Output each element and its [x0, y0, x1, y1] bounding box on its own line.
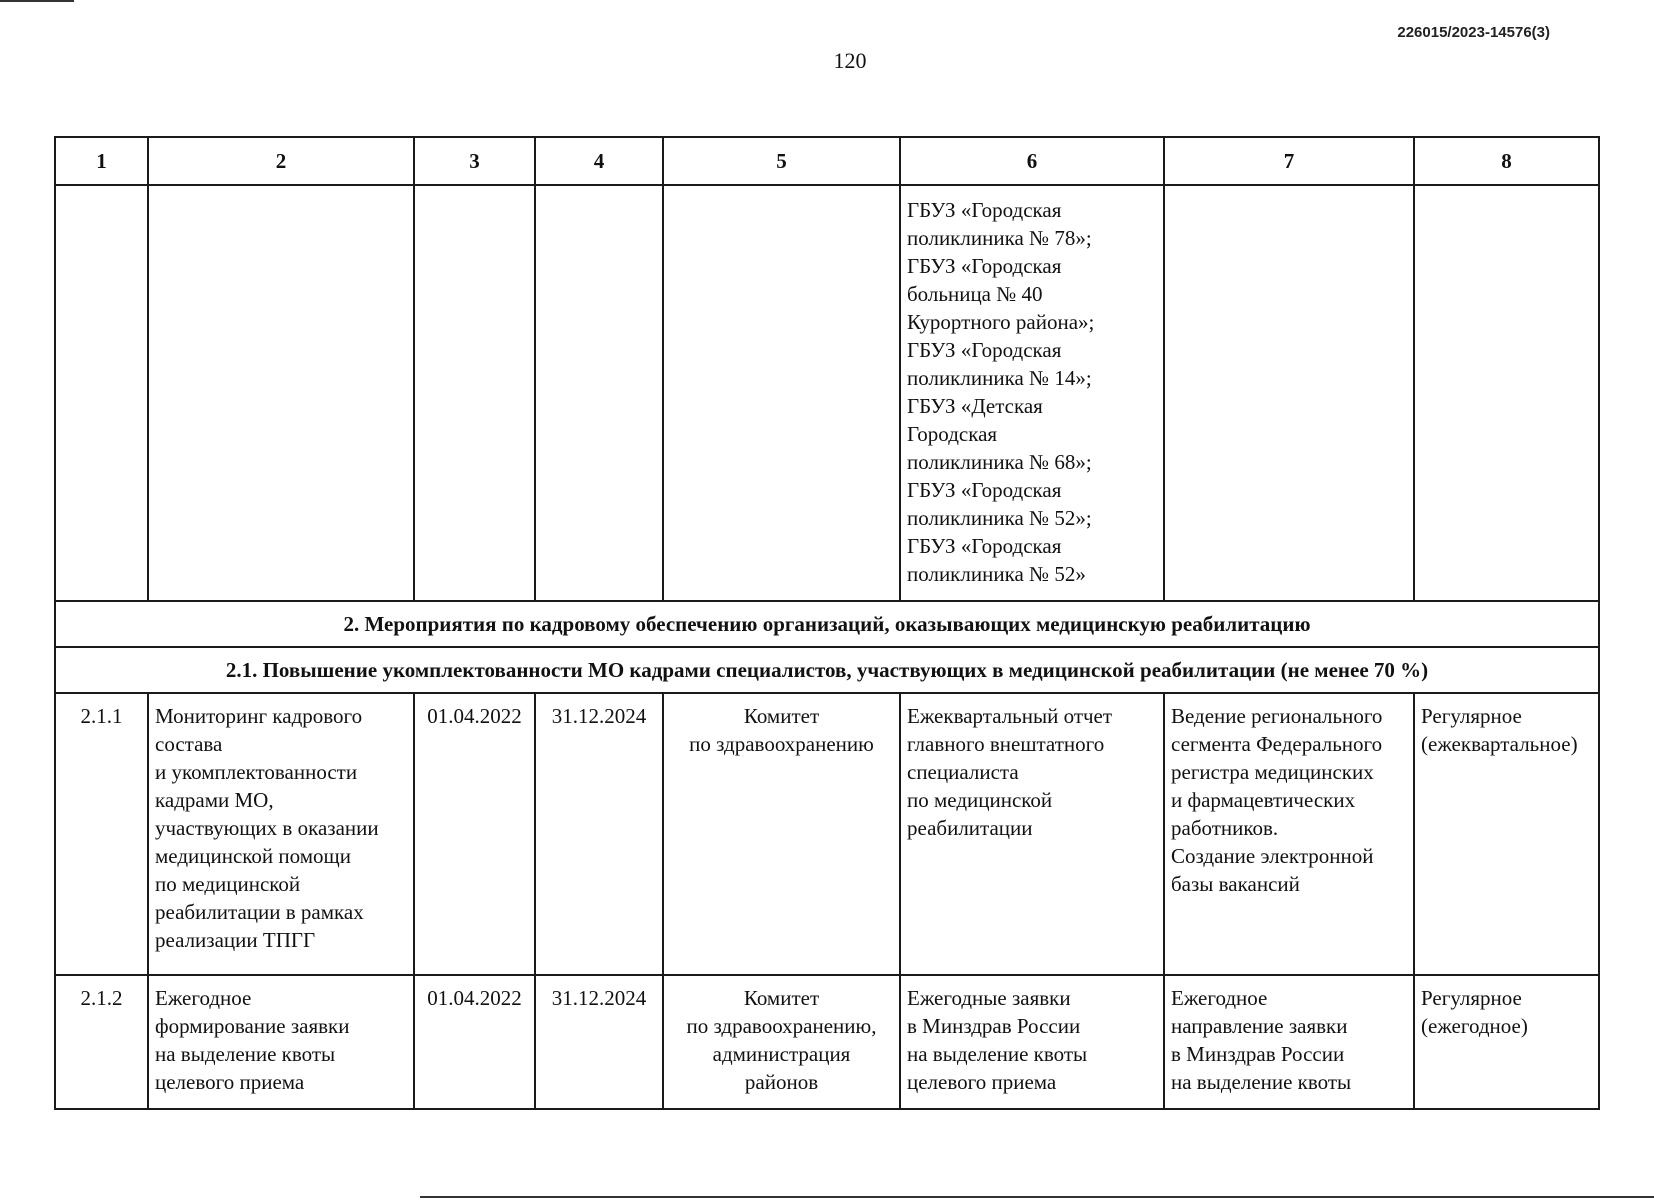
- end-date: 31.12.2024: [535, 693, 663, 975]
- scan-edge-line-bottom: [420, 1196, 1654, 1198]
- result: Ежегодные заявки в Минздрав России на выделение квоты целевого приема: [900, 975, 1164, 1109]
- end-date: 31.12.2024: [535, 975, 663, 1109]
- scan-edge-line-top: [0, 0, 74, 2]
- plan-table: [54, 136, 1600, 1110]
- table-row: [55, 693, 1599, 975]
- document-id: 226015/2023-14576(3): [1397, 24, 1550, 41]
- outcome: Ежегодное направление заявки в Минздрав России на выделение квоты: [1164, 975, 1414, 1109]
- start-date: 01.04.2022: [414, 693, 535, 975]
- column-header: 1: [55, 137, 148, 185]
- frequency: Регулярное (ежегодное): [1414, 975, 1599, 1109]
- continuation-row: [55, 185, 1599, 601]
- column-header: 4: [535, 137, 663, 185]
- item-name: Мониторинг кадрового состава и укомплектованности кадрами МО, участвующих в оказании медицинской помощи по медицинской реабилитации в рамках реализации ТПГГ: [148, 693, 414, 975]
- section-heading-row: [55, 601, 1599, 647]
- column-header: 6: [900, 137, 1164, 185]
- section-title: 2. Мероприятия по кадровому обеспечению организаций, оказывающих медицинскую реабилитацию: [55, 601, 1599, 647]
- item-name: Ежегодное формирование заявки на выделение квоты целевого приема: [148, 975, 414, 1109]
- table-cell: [55, 185, 148, 601]
- table-cell: [1164, 185, 1414, 601]
- column-header: 2: [148, 137, 414, 185]
- page-number: 120: [833, 48, 867, 73]
- column-header: 3: [414, 137, 535, 185]
- table-cell: [1414, 185, 1599, 601]
- column-number-row: [55, 137, 1599, 185]
- table-cell: [148, 185, 414, 601]
- column-header: 8: [1414, 137, 1599, 185]
- result: Ежеквартальный отчет главного внештатного специалиста по медицинской реабилитации: [900, 693, 1164, 975]
- frequency: Регулярное (ежеквартальное): [1414, 693, 1599, 975]
- table-cell: [535, 185, 663, 601]
- responsible: Комитет по здравоохранению, администрация районов: [663, 975, 900, 1109]
- table-cell: [663, 185, 900, 601]
- column-header: 5: [663, 137, 900, 185]
- responsible: Комитет по здравоохранению: [663, 693, 900, 975]
- table-cell: [414, 185, 535, 601]
- organizations-list: ГБУЗ «Городская поликлиника № 78»; ГБУЗ «Городская больница № 40 Курортного района»; ГБУЗ «Городская поликлиника № 14»; ГБУЗ «Детская Городская поликлиника № 68»; ГБУЗ «Городская поликлиника № 52»; ГБУЗ «Городская поликлиника № 52»: [900, 185, 1164, 601]
- item-number: 2.1.2: [55, 975, 148, 1109]
- item-number: 2.1.1: [55, 693, 148, 975]
- subsection-title: 2.1. Повышение укомплектованности МО кадрами специалистов, участвующих в медицинской реабилитации (не менее 70 %): [55, 647, 1599, 693]
- table-row: [55, 975, 1599, 1109]
- start-date: 01.04.2022: [414, 975, 535, 1109]
- outcome: Ведение регионального сегмента Федерального регистра медицинских и фармацевтических работников. Создание электронной базы вакансий: [1164, 693, 1414, 975]
- subsection-heading-row: [55, 647, 1599, 693]
- column-header: 7: [1164, 137, 1414, 185]
